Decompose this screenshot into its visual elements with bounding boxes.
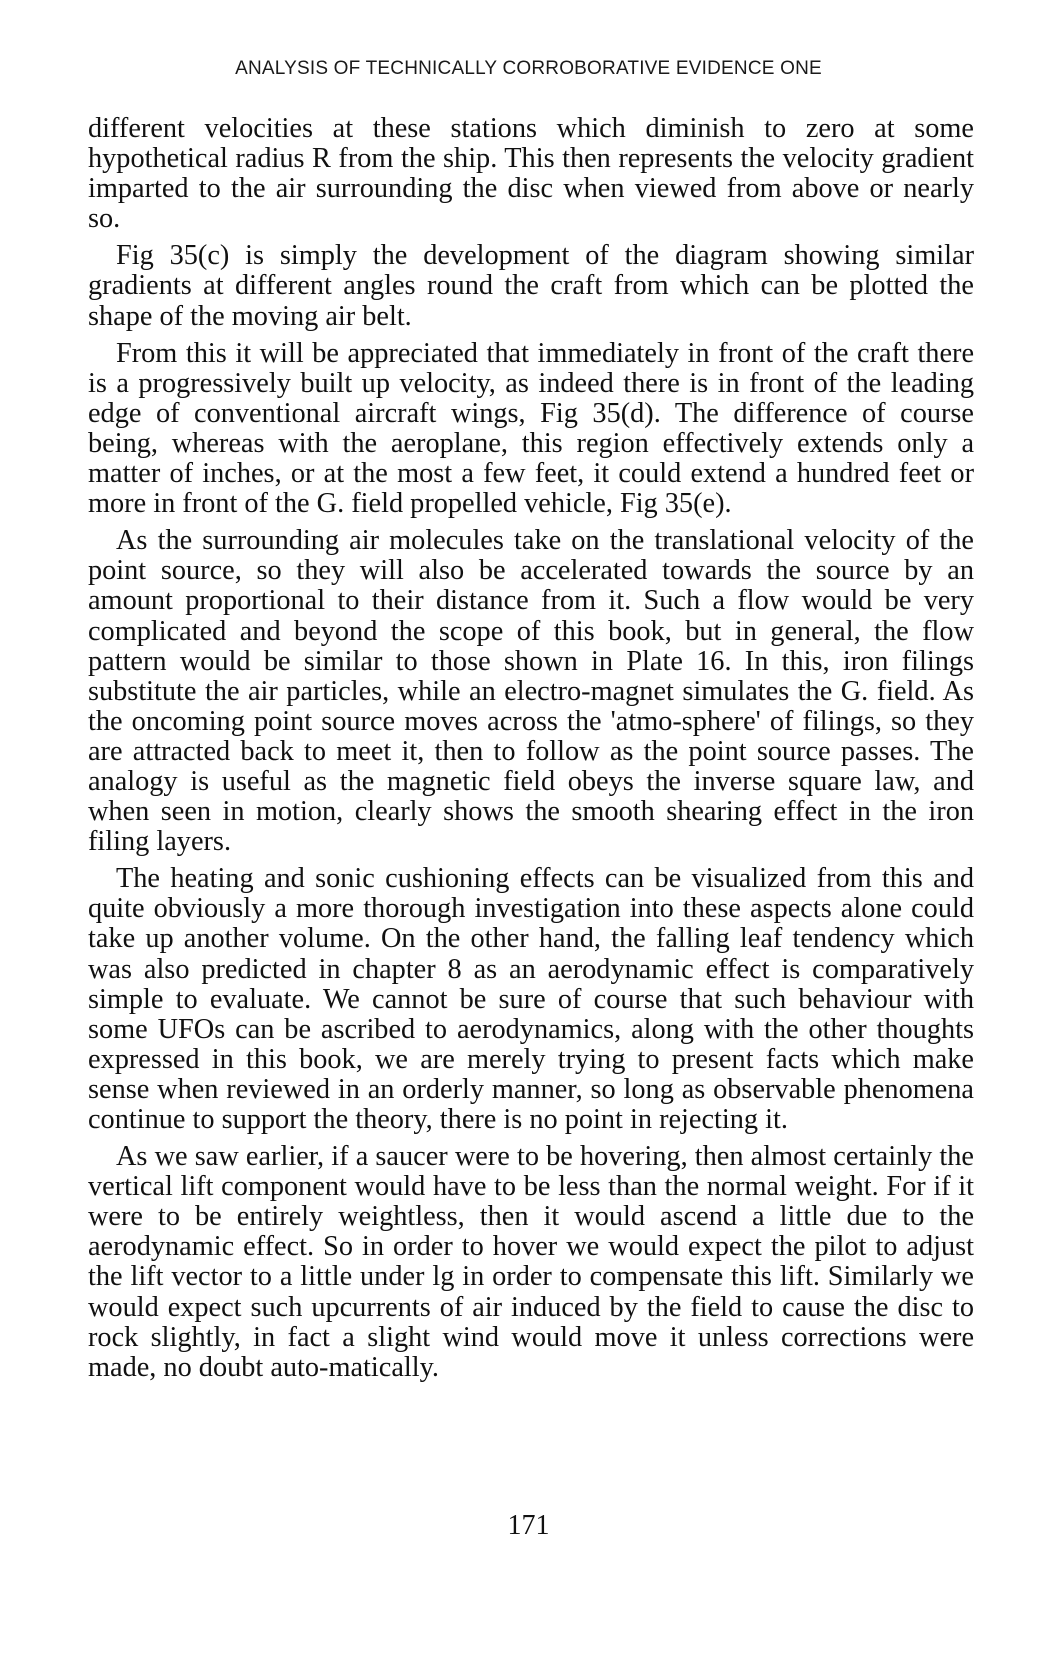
paragraph-hovering: As we saw earlier, if a saucer were to be hovering, then almost certainly the vertical lift component would have to be less than the normal weight. For if it were to be entirely weightless, then it would ascend a little due to the aerodynamic effect. So in order to hover we would expect the pilot to adjust the lift vector to a little under lg in order to compensate this lift. Similarly we would expect such upcurrents of air induced by the field to cause the disc to rock slightly, in fact a slight wind would move it unless corrections were made, no doubt auto-matically.	[88, 1141, 974, 1383]
paragraph-velocity-buildup: From this it will be appreciated that immediately in front of the craft there is a progressively built up velocity, as indeed there is in front of the leading edge of conventional aircraft wings, Fig 35(d). The difference of course being, whereas with the aeroplane, this region effectively extends only a matter of inches, or at the most a few feet, it could extend a hundred feet or more in front of the G. field propelled vehicle, Fig 35(e).	[88, 337, 974, 520]
paragraph-heating-effects: The heating and sonic cushioning effects can be visualized from this and quite obviously a more thorough investigation into these aspects alone could take up another volume. On the other hand, the falling leaf tendency which was also predicted in chapter 8 as an aerodynamic effect is comparatively simple to evaluate. We cannot be sure of course that such behaviour with some UFOs can be ascribed to aerodynamics, along with the other thoughts expressed in this book, we are merely trying to present facts which make sense when reviewed in an orderly manner, so long as observable phenomena continue to support the theory, there is no point in rejecting it.	[88, 863, 974, 1135]
paragraph-fig-35c: Fig 35(c) is simply the development of the diagram showing similar gradients at different angles round the craft from which can be plotted the shape of the moving air belt.	[88, 240, 974, 332]
body-text	[88, 114, 974, 1390]
page-number: 171	[507, 1510, 550, 1541]
running-header: ANALYSIS OF TECHNICALLY CORROBORATIVE EVIDENCE ONE	[235, 58, 822, 79]
paragraph-continuation: different velocities at these stations which diminish to zero at some hypothetical radius R from the ship. This then represents the velocity gradient imparted to the air surrounding the disc when viewed from above or nearly so.	[88, 113, 974, 235]
paragraph-air-molecules: As the surrounding air molecules take on the translational velocity of the point source, so they will also be accelerated towards the source by an amount proportional to their distance from it. Such a flow would be very complicated and beyond the scope of this book, but in general, the flow pattern would be similar to those shown in Plate 16. In this, iron filings substitute the air particles, while an electro-magnet simulates the G. field. As the oncoming point source moves across the 'atmo-sphere' of filings, so they are attracted back to meet it, then to follow as the point source passes. The analogy is useful as the magnetic field obeys the inverse square law, and when seen in motion, clearly shows the smooth shearing effect in the iron filing layers.	[88, 525, 974, 858]
